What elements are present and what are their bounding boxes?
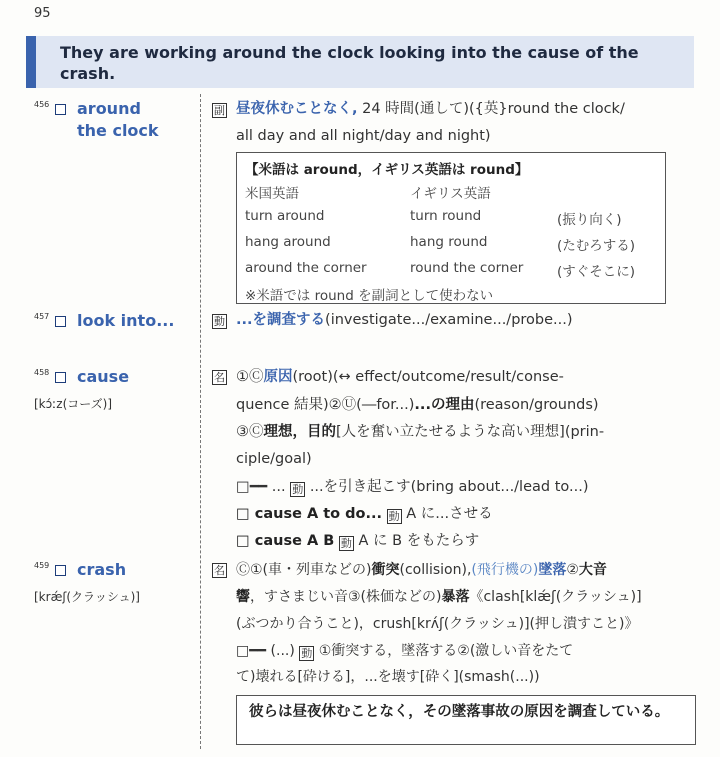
page-number: 95 bbox=[34, 6, 51, 21]
derivative-form: □ cause A to do... bbox=[236, 506, 383, 522]
definition-keyword: 暴落 bbox=[441, 589, 470, 605]
meaning: (すぐそこに) bbox=[557, 264, 636, 280]
column-header-uk: イギリス英語 bbox=[410, 186, 491, 202]
definition-text: ，すさまじい音③(株価などの) bbox=[250, 589, 442, 605]
definition-line: all day and all night/day and night) bbox=[236, 128, 491, 144]
pos-tag-verb: 動 bbox=[292, 483, 304, 496]
sense-marker: ② bbox=[566, 562, 579, 578]
definition-keyword: 大音 bbox=[578, 562, 607, 578]
derivative-line bbox=[236, 477, 589, 497]
pronunciation: [kɔ́ːz(コーズ)] bbox=[34, 397, 113, 411]
entry-number-457: 457 bbox=[34, 312, 50, 321]
headword-the-clock: the clock bbox=[77, 121, 159, 140]
translation-text: 彼らは昼夜休むことなく，その墜落事故の原因を調査している。 bbox=[249, 704, 670, 720]
entry-number-459: 459 bbox=[34, 561, 50, 570]
pos-tag-adverb: 副 bbox=[214, 104, 225, 117]
uk-term: turn round bbox=[410, 208, 482, 224]
definition-line bbox=[236, 422, 604, 442]
example-sentence: They are working around the clock looking into the cause of the crash. bbox=[60, 43, 639, 83]
definition-text: ...を引き起こす(bring about.../lead to...) bbox=[305, 479, 589, 495]
definition-text: A に...させる bbox=[401, 506, 493, 522]
definition-line: ciple/goal) bbox=[236, 451, 312, 467]
usage-note-box bbox=[236, 152, 666, 304]
pos-tag-verb: 動 bbox=[301, 647, 313, 660]
definition-keyword: 昼夜休むことなく, bbox=[236, 101, 358, 117]
definition-keyword: 理想，目的 bbox=[263, 424, 336, 440]
sense-marker: ③Ⓒ bbox=[236, 424, 264, 440]
definition-text: (root)(↔ effect/outcome/result/conse- bbox=[292, 369, 564, 385]
derivative-line bbox=[236, 531, 479, 551]
usage-note-title: 【米語は around，イギリス英語は round】 bbox=[245, 162, 529, 178]
definition-text: (investigate.../examine.../probe...) bbox=[325, 312, 573, 328]
definition-text: [人を奮い立たせるような高い理想](prin- bbox=[336, 424, 605, 440]
checkbox-icon[interactable] bbox=[55, 316, 66, 327]
definition-text: (reason/grounds) bbox=[474, 397, 599, 413]
us-term: turn around bbox=[245, 208, 325, 224]
checkbox-icon[interactable] bbox=[55, 372, 66, 383]
definition-line: て)壊れる[砕ける]，...を壊す[砕く](smash(...)) bbox=[236, 669, 540, 685]
headword-around: around bbox=[77, 99, 141, 118]
definition-keyword: 響 bbox=[236, 589, 250, 605]
uk-term: round the corner bbox=[410, 260, 524, 276]
definition-keyword: 墜落 bbox=[538, 562, 567, 578]
definition-text: quence 結果)②Ⓤ(―for...) bbox=[236, 397, 415, 413]
checkbox-icon[interactable] bbox=[55, 565, 66, 576]
entry-number-456: 456 bbox=[34, 100, 50, 109]
definition-line bbox=[236, 310, 573, 330]
definition-text: ①衝突する，墜落する②(激しい音をたて bbox=[314, 643, 574, 659]
definition-keyword: ...の理由 bbox=[414, 397, 475, 413]
definition-keyword: 衝突 bbox=[371, 562, 400, 578]
meaning: (たむろする) bbox=[557, 238, 636, 254]
sense-marker: ①Ⓒ bbox=[236, 369, 264, 385]
column-divider bbox=[200, 94, 201, 749]
definition-line bbox=[236, 587, 642, 607]
uk-term: hang round bbox=[410, 234, 488, 250]
definition-text: A に B をもたらす bbox=[353, 533, 480, 549]
headword-cause: cause bbox=[77, 367, 130, 386]
definition-line bbox=[236, 560, 607, 580]
definition-keyword: 原因 bbox=[263, 369, 293, 385]
entry-number-458: 458 bbox=[34, 368, 50, 377]
definition-line bbox=[236, 395, 599, 415]
pos-tag-noun: 名 bbox=[214, 371, 225, 384]
definition-text: 《clash[klǽʃ(クラッシュ)] bbox=[469, 589, 642, 605]
usage-note-footnote: ※米語では round を副詞として使わない bbox=[245, 288, 494, 304]
headword-look-into: look into... bbox=[77, 311, 175, 330]
definition-line bbox=[236, 367, 564, 387]
translation-box bbox=[236, 695, 696, 745]
pos-tag-verb: 動 bbox=[340, 537, 352, 550]
meaning: (振り向く) bbox=[557, 212, 622, 228]
definition-text: Ⓒ①(車・列車などの) bbox=[236, 562, 372, 578]
derivative-form: □━━ (...) bbox=[236, 643, 295, 659]
column-header-us: 米国英語 bbox=[245, 186, 299, 202]
derivative-form: □ cause A B bbox=[236, 533, 335, 549]
derivative-line bbox=[236, 504, 493, 524]
definition-context: (飛行機の) bbox=[471, 562, 539, 578]
definition-line bbox=[236, 99, 625, 119]
pos-tag-verb: 動 bbox=[214, 315, 225, 328]
headword-crash: crash bbox=[77, 560, 127, 579]
us-term: hang around bbox=[245, 234, 331, 250]
derivative-line bbox=[236, 641, 573, 661]
checkbox-icon[interactable] bbox=[55, 104, 66, 115]
definition-line: (ぶつかり合うこと)，crush[krʌ́ʃ(クラッシュ)](押し潰すこと)》 bbox=[236, 616, 639, 632]
derivative-form: □━━ ... bbox=[236, 479, 286, 495]
definition-text: 24 時間(通して)({英}round the clock/ bbox=[357, 101, 625, 117]
us-term: around the corner bbox=[245, 260, 367, 276]
pronunciation: [krǽʃ(クラッシュ)] bbox=[34, 590, 140, 604]
pos-tag-verb: 動 bbox=[388, 510, 400, 523]
definition-keyword: ...を調査する bbox=[236, 312, 326, 328]
definition-text: (collision), bbox=[399, 562, 472, 578]
pos-tag-noun: 名 bbox=[214, 564, 225, 577]
example-sentence-banner bbox=[26, 36, 694, 88]
